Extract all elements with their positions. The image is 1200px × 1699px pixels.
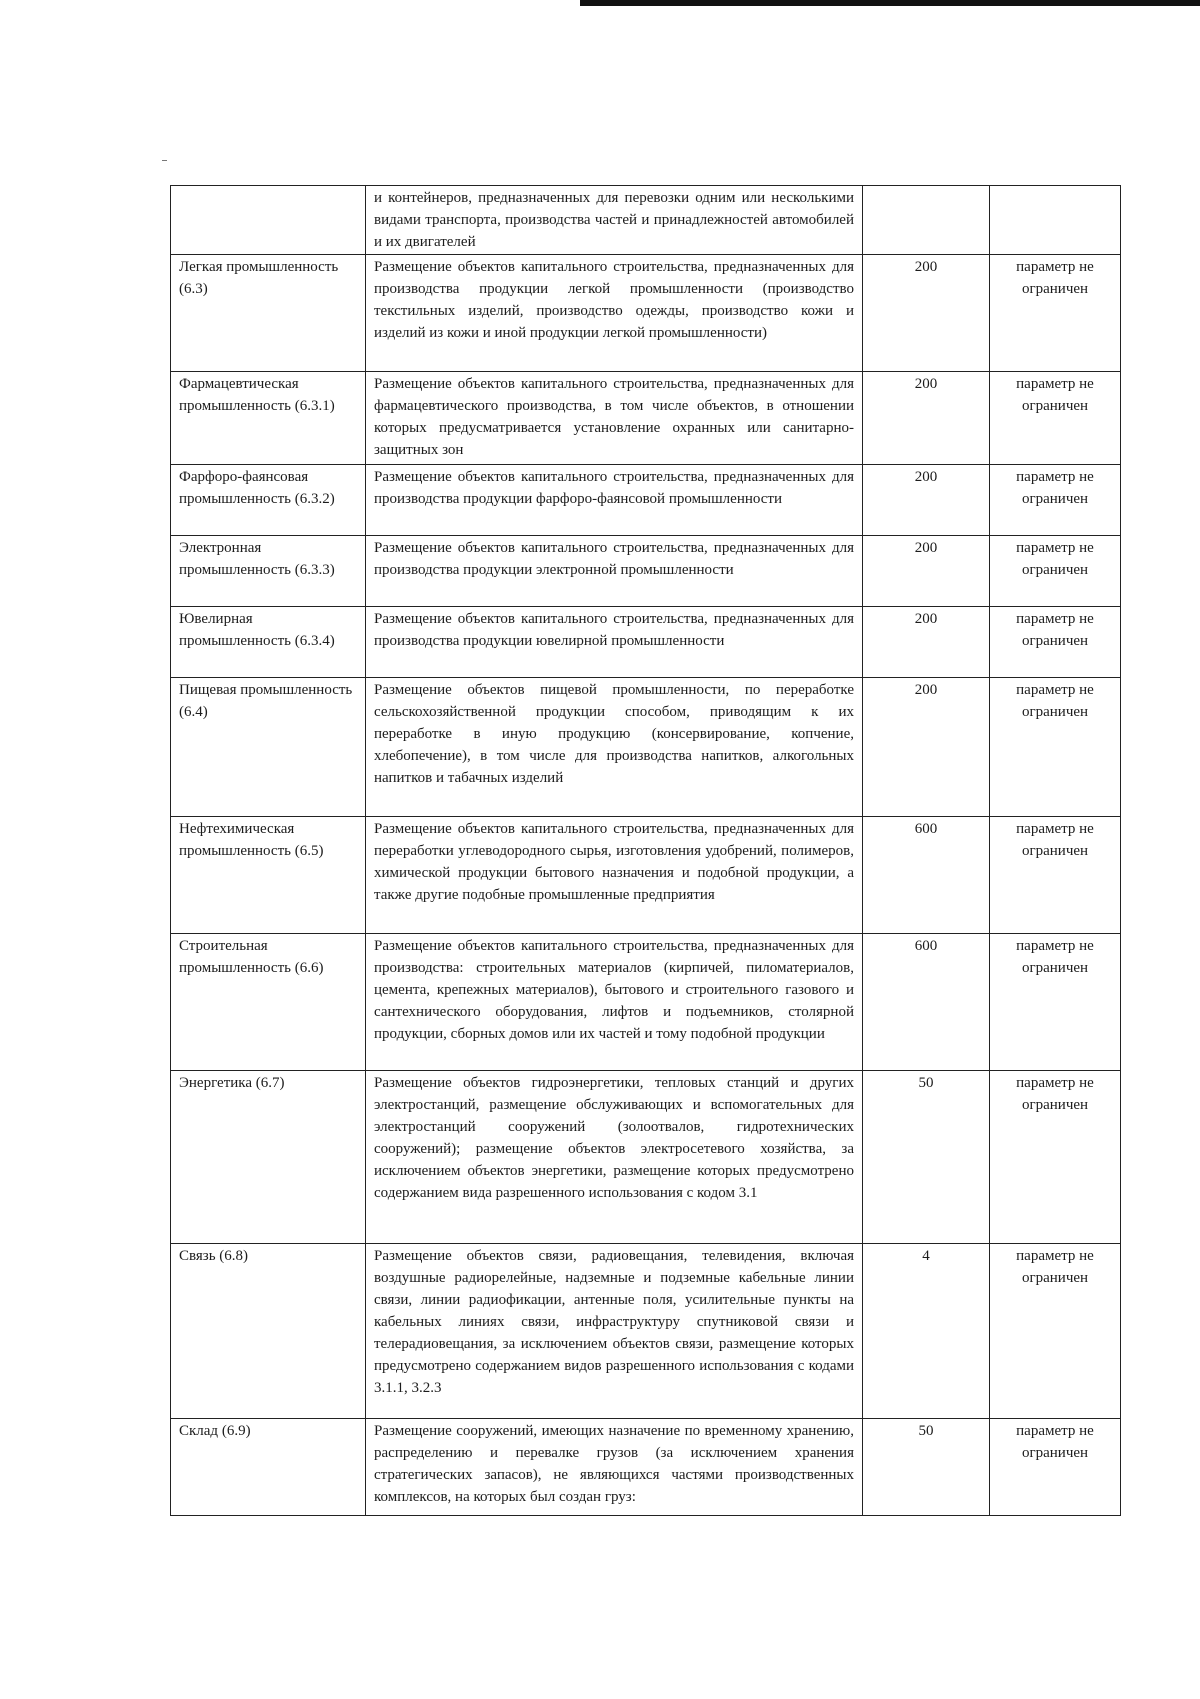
land-use-name: Ювелирная промышленность (6.3.4) [171,607,366,678]
parameter-note: параметр не ограничен [990,1419,1121,1516]
land-use-name: Пищевая промышленность (6.4) [171,678,366,817]
table-row [171,1071,1121,1244]
land-use-description: Размещение объектов капитального строительства, предназначенных для производства продукции фарфоро-фаянсовой промышленности [366,465,863,536]
land-use-description: Размещение объектов капитального строительства, предназначенных для производства продукции электронной промышленности [366,536,863,607]
parameter-note: параметр не ограничен [990,817,1121,934]
scan-edge-mark [580,0,1200,6]
scan-speck [162,160,167,161]
land-use-name: Электронная промышленность (6.3.3) [171,536,366,607]
parameter-note: параметр не ограничен [990,372,1121,465]
table-row [171,372,1121,465]
land-use-description: и контейнеров, предназначенных для перевозки одним или несколькими видами транспорта, производства частей и принадлежностей автомобилей и их двигателей [366,186,863,255]
parameter-note [990,186,1121,255]
table-row [171,1244,1121,1419]
parameter-note: параметр не ограничен [990,255,1121,372]
land-use-description: Размещение сооружений, имеющих назначение по временному хранению, распределению и перевалке грузов (за исключением хранения стратегических запасов), не являющихся частями производственных комплексов, на которых был создан груз: [366,1419,863,1516]
parameter-note: параметр не ограничен [990,536,1121,607]
parameter-note: параметр не ограничен [990,465,1121,536]
land-use-name: Склад (6.9) [171,1419,366,1516]
land-use-name: Энергетика (6.7) [171,1071,366,1244]
land-use-description: Размещение объектов капитального строительства, предназначенных для переработки углеводородного сырья, изготовления удобрений, полимеров, химической продукции бытового назначения и подобной продукции, а также другие подобные промышленные предприятия [366,817,863,934]
land-use-table [170,185,1121,1516]
min-area-value: 600 [863,817,990,934]
land-use-description: Размещение объектов капитального строительства, предназначенных для производства: строительных материалов (кирпичей, пиломатериалов, цемента, крепежных материалов), бытового и строительного газового и сантехнического оборудования, лифтов и подъемников, столярной продукции, сборных домов или их частей и тому подобной продукции [366,934,863,1071]
land-use-description: Размещение объектов капитального строительства, предназначенных для фармацевтического производства, в том числе объектов, в отношении которых предусматривается установление охранных или санитарно-защитных зон [366,372,863,465]
min-area-value: 200 [863,607,990,678]
land-use-name: Нефтехимическая промышленность (6.5) [171,817,366,934]
parameter-note: параметр не ограничен [990,678,1121,817]
min-area-value: 50 [863,1071,990,1244]
table-row [171,255,1121,372]
table-row [171,934,1121,1071]
min-area-value: 50 [863,1419,990,1516]
table-row [171,1419,1121,1516]
min-area-value: 200 [863,465,990,536]
parameter-note: параметр не ограничен [990,1071,1121,1244]
land-use-description: Размещение объектов гидроэнергетики, тепловых станций и других электростанций, размещение обслуживающих и вспомогательных для электростанций сооружений (золоотвалов, гидротехнических сооружений); размещение объектов электросетевого хозяйства, за исключением объектов энергетики, размещение которых предусмотрено содержанием вида разрешенного использования с кодом 3.1 [366,1071,863,1244]
min-area-value: 600 [863,934,990,1071]
land-use-description: Размещение объектов капитального строительства, предназначенных для производства продукции легкой промышленности (производство текстильных изделий, производство одежды, производство кожи и изделий из кожи и иной продукции легкой промышленности) [366,255,863,372]
min-area-value: 4 [863,1244,990,1419]
land-use-name: Связь (6.8) [171,1244,366,1419]
table-row [171,186,1121,255]
land-use-description: Размещение объектов связи, радиовещания, телевидения, включая воздушные радиорелейные, надземные и подземные кабельные линии связи, линии радиофикации, антенные поля, усилительные пункты на кабельных линиях связи, инфраструктуру спутниковой связи и телерадиовещания, за исключением объектов связи, размещение которых предусмотрено содержанием видов разрешенного использования с кодами 3.1.1, 3.2.3 [366,1244,863,1419]
parameter-note: параметр не ограничен [990,934,1121,1071]
min-area-value: 200 [863,536,990,607]
table-row [171,607,1121,678]
min-area-value: 200 [863,678,990,817]
min-area-value: 200 [863,372,990,465]
land-use-name: Строительная промышленность (6.6) [171,934,366,1071]
parameter-note: параметр не ограничен [990,1244,1121,1419]
land-use-description: Размещение объектов капитального строительства, предназначенных для производства продукции ювелирной промышленности [366,607,863,678]
land-use-name: Фармацевтическая промышленность (6.3.1) [171,372,366,465]
table-row [171,678,1121,817]
land-use-description: Размещение объектов пищевой промышленности, по переработке сельскохозяйственной продукции способом, приводящим к их переработке в иную продукцию (консервирование, копчение, хлебопечение), в том числе для производства напитков, алкогольных напитков и табачных изделий [366,678,863,817]
table-row [171,817,1121,934]
min-area-value: 200 [863,255,990,372]
table-row [171,536,1121,607]
min-area-value [863,186,990,255]
table-row [171,465,1121,536]
parameter-note: параметр не ограничен [990,607,1121,678]
land-use-name: Легкая промышленность (6.3) [171,255,366,372]
land-use-name: Фарфоро-фаянсовая промышленность (6.3.2) [171,465,366,536]
land-use-name [171,186,366,255]
